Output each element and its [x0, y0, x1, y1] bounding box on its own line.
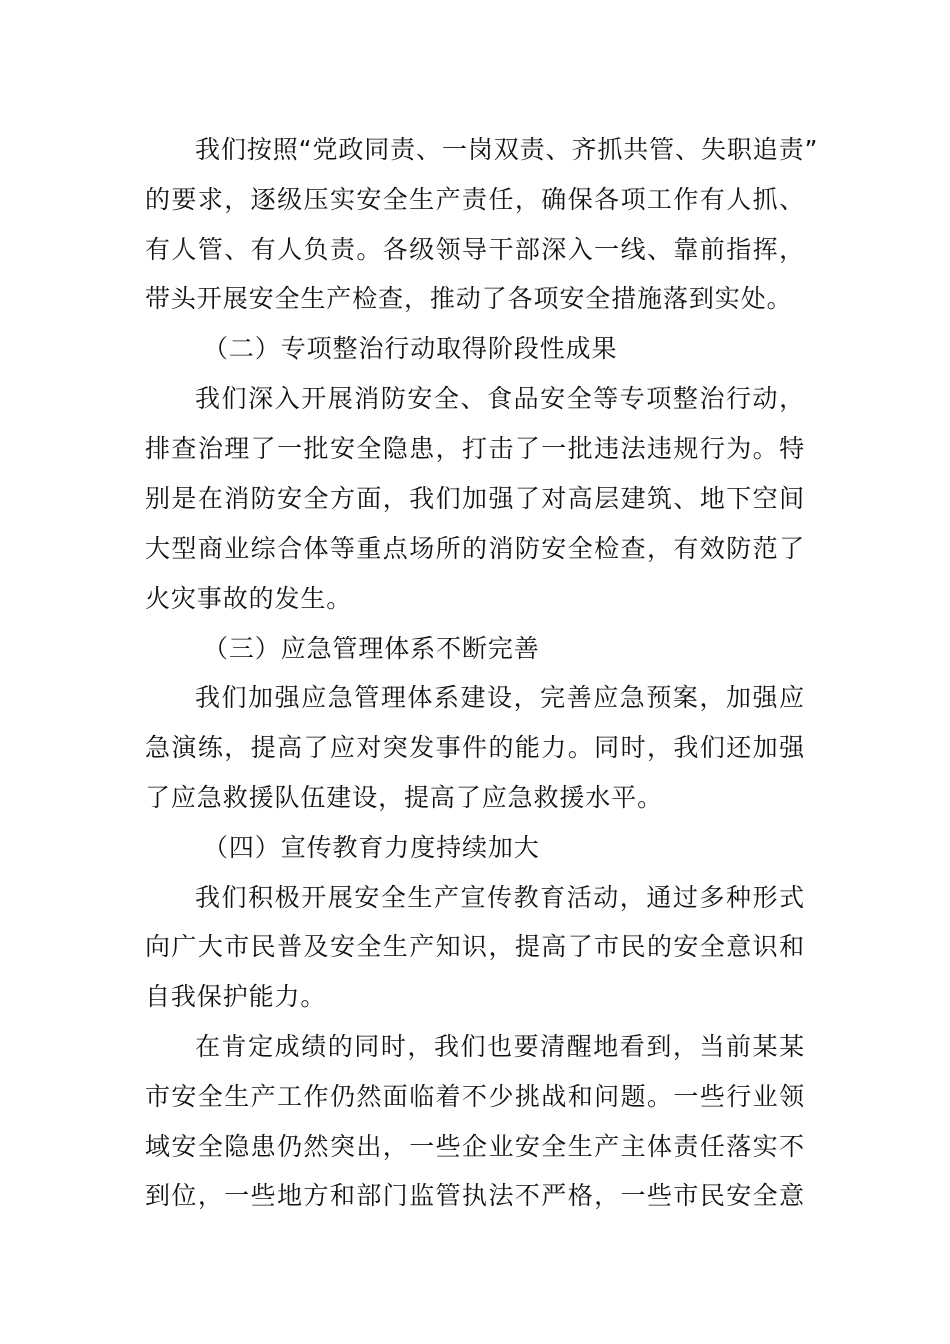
paragraph-line: 我们加强应急管理体系建设，完善应急预案，加强应	[195, 683, 805, 712]
paragraph-line: 急演练，提高了应对突发事件的能力。同时，我们还加强	[145, 733, 805, 762]
paragraph-line: 市安全生产工作仍然面临着不少挑战和问题。一些行业领	[145, 1082, 805, 1111]
paragraph-line: 我们积极开展安全生产宣传教育活动，通过多种形式	[195, 883, 805, 912]
paragraph-line: 域安全隐患仍然突出，一些企业安全生产主体责任落实不	[145, 1132, 805, 1161]
section-heading: （二）专项整治行动取得阶段性成果	[203, 334, 618, 363]
paragraph-line: 了应急救援队伍建设，提高了应急救援水平。	[145, 783, 664, 812]
paragraph-line: 我们按照“党政同责、一岗双责、齐抓共管、失职追责”	[195, 135, 819, 164]
section-heading: （四）宣传教育力度持续加大	[203, 833, 540, 862]
paragraph-line: 带头开展安全生产检查，推动了各项安全措施落到实处。	[145, 284, 793, 313]
paragraph-line: 别是在消防安全方面，我们加强了对高层建筑、地下空间	[145, 484, 805, 513]
paragraph-line: 到位，一些地方和部门监管执法不严格，一些市民安全意	[145, 1181, 805, 1210]
paragraph-line: 我们深入开展消防安全、食品安全等专项整治行动，	[195, 384, 805, 413]
paragraph-line: 向广大市民普及安全生产知识，提高了市民的安全意识和	[145, 932, 805, 961]
paragraph-line: 排查治理了一批安全隐患，打击了一批违法违规行为。特	[145, 434, 805, 463]
section-heading: （三）应急管理体系不断完善	[203, 634, 540, 663]
paragraph-line: 火灾事故的发生。	[145, 584, 353, 613]
paragraph-line: 的要求，逐级压实安全生产责任，确保各项工作有人抓、	[145, 185, 805, 214]
paragraph-line: 自我保护能力。	[145, 982, 327, 1011]
paragraph-line: 在肯定成绩的同时，我们也要清醒地看到，当前某某	[195, 1032, 805, 1061]
paragraph-line: 有人管、有人负责。各级领导干部深入一线、靠前指挥，	[145, 235, 805, 264]
paragraph-line: 大型商业综合体等重点场所的消防安全检查，有效防范了	[145, 534, 805, 563]
